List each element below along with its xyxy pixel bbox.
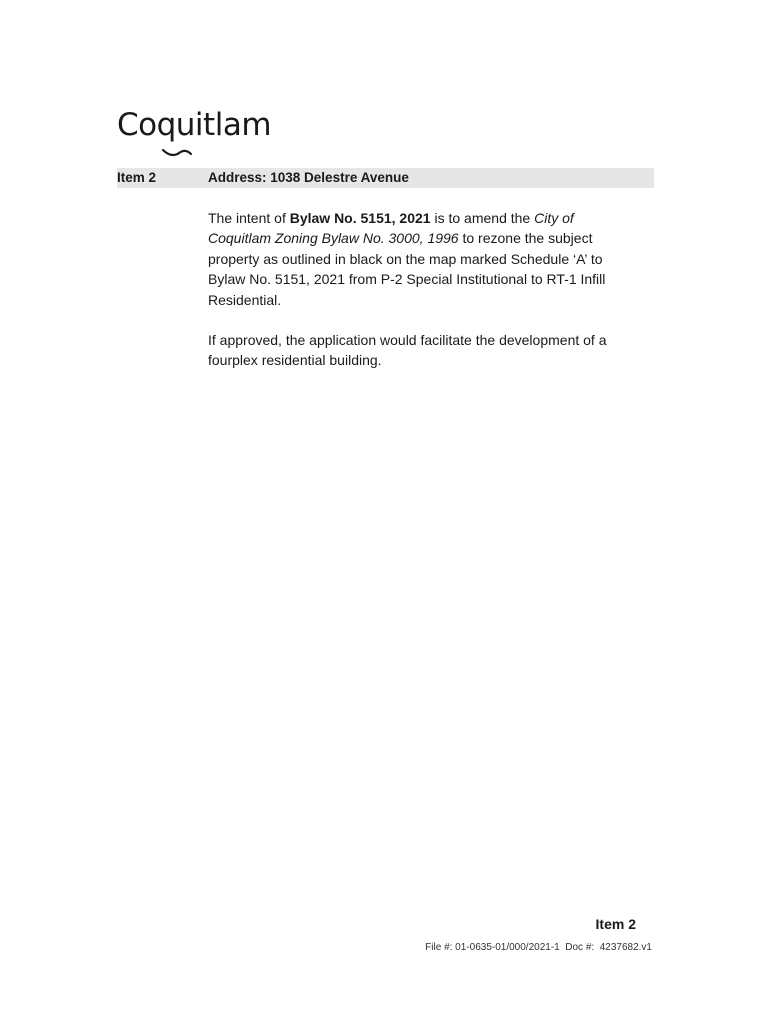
bylaw-number: Bylaw No. 5151, 2021 [289,210,431,226]
logo-wordmark: Coquitlam [117,107,272,143]
item-header-bar [117,168,654,188]
intent-text-1: The intent of [208,210,290,226]
intent-text-2: is to amend the [430,210,535,226]
coquitlam-logo [117,106,277,164]
item-number: Item 2 [117,170,157,185]
intent-paragraph [208,208,638,310]
footer-item-label: Item 2 [595,916,636,932]
zoning-bylaw-title: City of Coquitlam Zoning Bylaw No. 3000, 1996 [208,210,574,247]
approval-paragraph: If approved, the application would facilitate the development of a fourplex residential building. [208,332,607,369]
item-address: Address: 1038 Delestre Avenue [208,170,409,185]
intent-text-3: to rezone the subject property as outlined in black on the map marked Schedule ‘A’ to Bylaw No. 5151, 2021 from P-2 Special Institutional to RT-1 Infill Residential. [208,230,606,308]
footer-file-reference: File #: 01-0635-01/000/2021-1 Doc #: 4237682.v1 [425,942,652,953]
logo-swoosh-icon [117,106,277,164]
